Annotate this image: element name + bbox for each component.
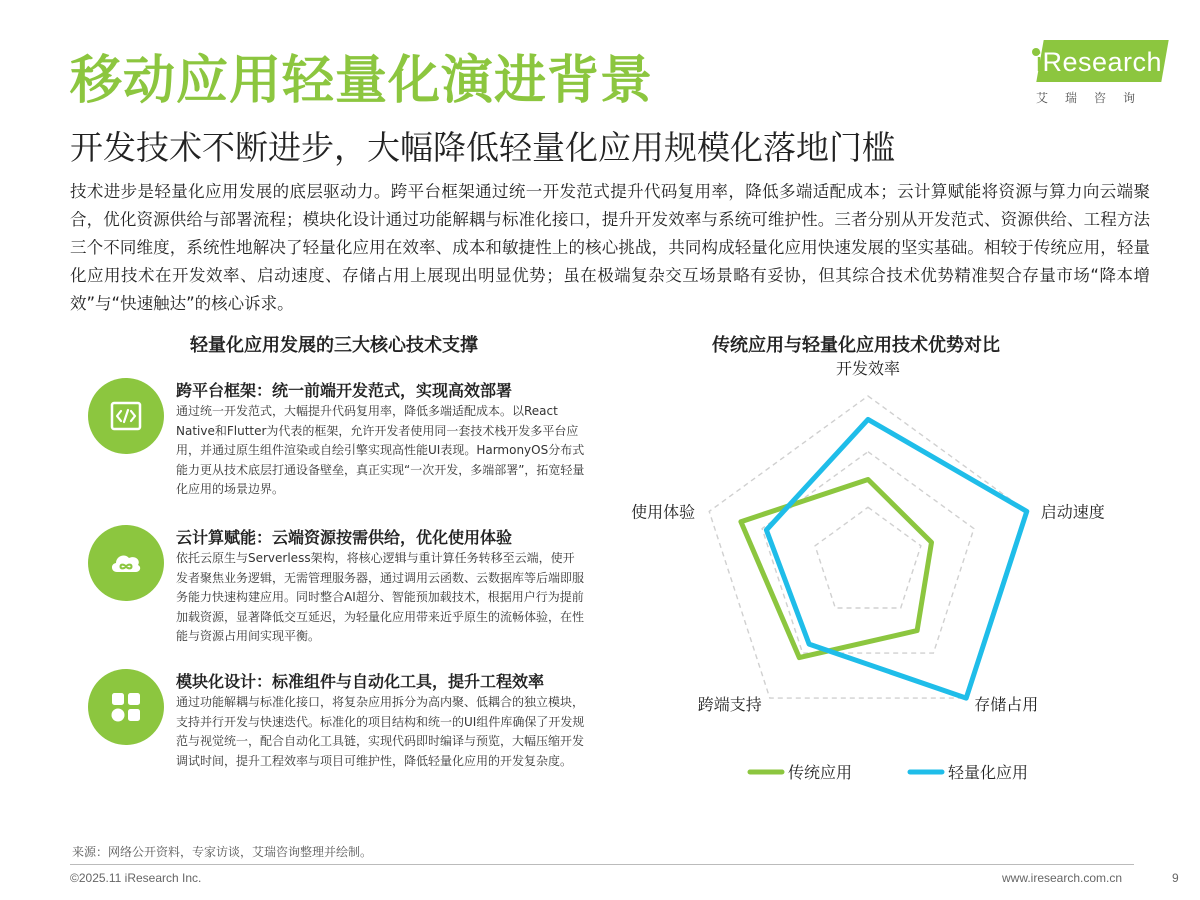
intro-paragraph: 技术进步是轻量化应用发展的底层驱动力。跨平台框架通过统一开发范式提升代码复用率，降低多端适配成本；云计算赋能将资源与算力向云端聚合，优化资源供给与部署流程；模块化设计通过功能解耦与标准化接口，提升开发效率与系统可维护性。三者分别从开发范式、资源供给、工程方法三个不同维度，系统性地解决了轻量化应用在效率、成本和敏捷性上的核心挑战，共同构成轻量化应用快速发展的坚实基础。相较于传统应用，轻量化应用技术在开发效率、启动速度、存储占用上展现出明显优势；虽在极端复杂交互场景略有妥协，但其综合技术优势精准契合存量市场“降本增效”与“快速触达”的核心诉求。 [70,182,1150,313]
radar-axis-label: 启动速度 [1040,502,1105,522]
radar-axis-label: 开发效率 [835,359,901,378]
cloud-icon [88,525,164,601]
iresearch-logo [1030,40,1170,110]
modules-icon [88,669,164,745]
radar-axis-label: 存储占用 [974,695,1039,715]
page-title: 移动应用轻量化演进背景 [70,51,654,111]
radar-chart [630,359,1150,800]
legend-label: 轻量化应用 [948,763,1029,782]
website-link[interactable]: www.iresearch.com.cn [1002,871,1123,885]
tech-description: 依托云原生与Serverless架构，将核心逻辑与重计算任务转移至云端，使开发者聚焦业务逻辑，无需管理服务器，通过调用云函数、云数据库等后端即服务能力快速构建应用。同时整合AI超分、智能预加载技术，根据用户行为提前加载资源，显著降低交互延迟，为轻量化应用带来近乎原生的流畅体验，在性能与资源占用间实现平衡。 [176,551,585,643]
legend-label: 传统应用 [788,763,853,782]
copyright: ©2025.11 iResearch Inc. [70,871,202,885]
code-icon [88,378,164,454]
radar-grid-ring [815,507,921,608]
page-number: 9 [1172,871,1179,885]
logo-text-rest: Research [1042,47,1163,77]
logo-text [1036,46,1162,78]
tech-heading: 跨平台框架：统一前端开发范式，实现高效部署 [176,381,513,400]
radar-axis-label: 跨端支持 [697,695,762,715]
tech-description: 通过功能解耦与标准化接口，将复杂应用拆分为高内聚、低耦合的独立模块，支持并行开发与快速迭代。标准化的项目结构和统一的UI组件库确保了开发规范与视觉统一，配合自动化工具链，实现代码即时编译与预览，大幅压缩开发调试时间，提升工程效率与项目可维护性，降低轻量化应用的开发复杂度。 [176,695,585,768]
footer-divider [70,864,1134,865]
tech-description: 通过统一开发范式，大幅提升代码复用率，降低多端适配成本。以React Native和Flutter为代表的框架，允许开发者使用同一套技术栈开发多平台应用，并通过原生组件渲染或自绘引擎实现高性能UI表现。HarmonyOS分布式能力更从技术底层打通设备壁垒，真正实现“一次开发，多端部署”，拓宽轻量化应用的场景边界。 [176,404,585,496]
page-subtitle: 开发技术不断进步，大幅降低轻量化应用规模化落地门槛 [70,128,895,167]
source-note: 来源：网络公开资料，专家访谈，艾瑞咨询整理并绘制。 [72,845,373,859]
tech-heading: 模块化设计：标准组件与自动化工具，提升工程效率 [176,672,545,691]
logo-text-i: i [1036,47,1043,77]
radar-series-0 [741,480,932,658]
tech-section-title: 轻量化应用发展的三大核心技术支撑 [190,335,478,356]
tech-heading: 云计算赋能：云端资源按需供给，优化使用体验 [176,528,513,547]
logo-subtitle: 艾瑞咨询 [1036,91,1153,105]
radar-axis-label: 使用体验 [631,502,696,522]
chart-title: 传统应用与轻量化应用技术优势对比 [712,335,1000,356]
